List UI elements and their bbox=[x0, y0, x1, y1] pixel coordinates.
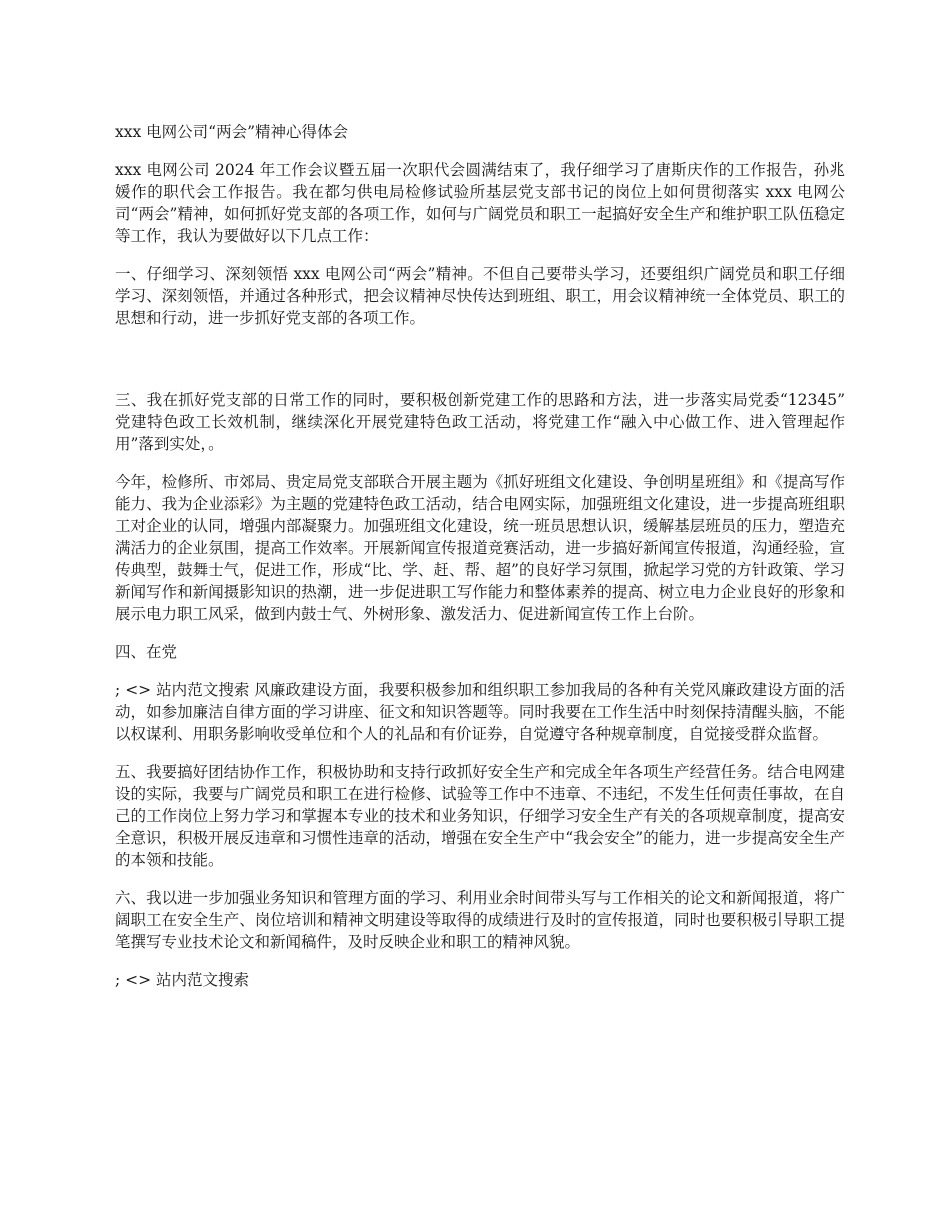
paragraph-section-4-heading: 四、在党 bbox=[115, 643, 178, 661]
document-title: xxx 电网公司“两会”精神心得体会 bbox=[115, 123, 349, 141]
paragraph-section-1: 一、仔细学习、深刻领悟 xxx 电网公司“两会”精神。不但自己要带头学习，还要组织广阔党员和职工仔细学习、深刻领悟，并通过各种形式，把会议精神尽快传达到班组、职工，用会议精神统一全体党员、职工的思想和行动，进一步抓好党支部的各项工作。 bbox=[115, 265, 845, 327]
document-page bbox=[115, 122, 845, 1007]
paragraph-section-3: 三、我在抓好党支部的日常工作的同时，要积极创新党建工作的思路和方法，进一步落实局党委“12345” 党建特色政工长效机制，继续深化开展党建特色政工活动，将党建工作“融入中心做工作、进入管理起作用”落到实处，。 bbox=[115, 391, 845, 453]
paragraph-activities: 今年，检修所、市郊局、贵定局党支部联合开展主题为《抓好班组文化建设、争创明星班组》和《提高写作能力、我为企业添彩》为主题的党建特色政工活动，结合电网实际，加强班组文化建设，进一步提高班组职工对企业的认同，增强内部凝聚力。加强班组文化建设，统一班员思想认识，缓解基层班员的压力，塑造充满活力的企业氛围，提高工作效率。开展新闻宣传报道竞赛活动，进一步搞好新闻宣传报道，沟通经验，宣传典型，鼓舞士气，促进工作，形成“比、学、赶、帮、超”的良好学习氛围，掀起学习党的方针政策、学习新闻写作和新闻摄影知识的热潮，进一步促进职工写作能力和整体素养的提高、树立电力企业良好的形象和展示电力职工风采，做到内鼓士气、外树形象、激发活力、促进新闻宣传工作上台阶。 bbox=[115, 473, 845, 623]
blank-gap bbox=[115, 345, 845, 389]
paragraph-section-5: 五、我要搞好团结协作工作，积极协助和支持行政抓好安全生产和完成全年各项生产经营任务。结合电网建设的实际，我要与广阔党员和职工在进行检修、试验等工作中不违章、不违纪，不发生任何责任事故，在自己的工作岗位上努力学习和掌握本专业的技术和业务知识，仔细学习安全生产有关的各项规章制度，提高安全意识，积极开展反违章和习惯性违章的活动，增强在安全生产中“我会安全”的能力，进一步提高安全生产的本领和技能。 bbox=[115, 763, 845, 869]
paragraph-integrity: ; <> 站内范文搜索 风廉政建设方面，我要积极参加和组织职工参加我局的各种有关党风廉政建设方面的活动，如参加廉洁自律方面的学习讲座、征文和知识答题等。同时我要在工作生活中时刻保持清醒头脑，不能以权谋利、用职务影响收受单位和个人的礼品和有价证券，自觉遵守各种规章制度，自觉接受群众监督。 bbox=[115, 681, 845, 743]
paragraph-section-6: 六、我以进一步加强业务知识和管理方面的学习、利用业余时间带头写与工作相关的论文和新闻报道，将广阔职工在安全生产、岗位培训和精神文明建设等取得的成绩进行及时的宣传报道，同时也要积极引导职工提笔撰写专业技术论文和新闻稿件，及时反映企业和职工的精神风貌。 bbox=[115, 889, 845, 951]
paragraph-site-search: ; <> 站内范文搜索 bbox=[115, 971, 250, 989]
paragraph-intro: xxx 电网公司 2024 年工作会议暨五届一次职代会圆满结束了，我仔细学习了唐斯庆作的工作报告，孙兆媛作的职代会工作报告。我在都匀供电局检修试验所基层党支部书记的岗位上如何贯彻落实 xxx 电网公司“两会”精神，如何抓好党支部的各项工作，如何与广阔党员和职工一起搞好安全生产和维护职工队伍稳定等工作，我认为要做好以下几点工作： bbox=[115, 161, 845, 245]
